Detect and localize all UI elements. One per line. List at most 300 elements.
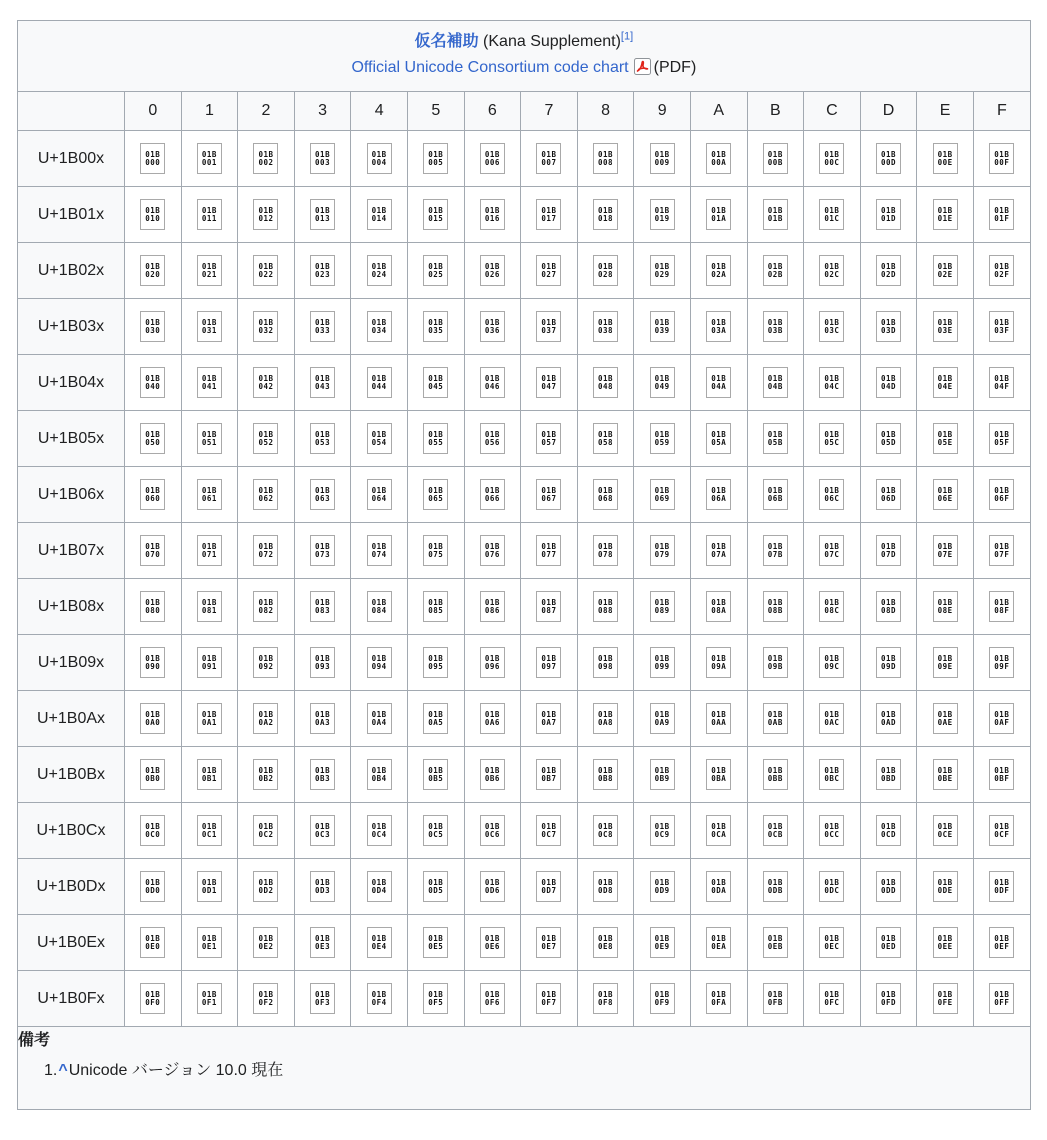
missing-glyph-box: 01B 01F bbox=[989, 199, 1014, 230]
table-row bbox=[18, 971, 1031, 1027]
codepoint-cell-01B08A bbox=[690, 579, 747, 635]
table-row bbox=[18, 859, 1031, 915]
missing-glyph-box: 01B 04F bbox=[989, 367, 1014, 398]
codepoint-cell-01B0A9 bbox=[634, 691, 691, 747]
missing-glyph-box: 01B 02A bbox=[706, 255, 731, 286]
missing-glyph-box: 01B 0AE bbox=[933, 703, 958, 734]
missing-glyph-box: 01B 034 bbox=[367, 311, 392, 342]
codepoint-cell-01B02D bbox=[860, 243, 917, 299]
codepoint-cell-01B0C1 bbox=[181, 803, 238, 859]
missing-glyph-box: 01B 0DA bbox=[706, 871, 731, 902]
missing-glyph-box: 01B 082 bbox=[253, 591, 278, 622]
missing-glyph-box: 01B 072 bbox=[253, 535, 278, 566]
codepoint-cell-01B099 bbox=[634, 635, 691, 691]
missing-glyph-box: 01B 0D3 bbox=[310, 871, 335, 902]
missing-glyph-box: 01B 0CC bbox=[819, 815, 844, 846]
codepoint-cell-01B011 bbox=[181, 187, 238, 243]
missing-glyph-box: 01B 0D9 bbox=[650, 871, 675, 902]
row-header-U+1B0Bx: U+1B0Bx bbox=[18, 747, 125, 803]
codepoint-cell-01B0F5 bbox=[407, 971, 464, 1027]
missing-glyph-box: 01B 077 bbox=[536, 535, 561, 566]
missing-glyph-box: 01B 021 bbox=[197, 255, 222, 286]
missing-glyph-box: 01B 08E bbox=[933, 591, 958, 622]
codepoint-cell-01B016 bbox=[464, 187, 521, 243]
row-header-U+1B0Fx: U+1B0Fx bbox=[18, 971, 125, 1027]
missing-glyph-box: 01B 066 bbox=[480, 479, 505, 510]
codepoint-cell-01B0B0 bbox=[125, 747, 182, 803]
codepoint-cell-01B079 bbox=[634, 523, 691, 579]
codepoint-cell-01B06B bbox=[747, 467, 804, 523]
codepoint-cell-01B0C8 bbox=[577, 803, 634, 859]
missing-glyph-box: 01B 0A1 bbox=[197, 703, 222, 734]
notes-cell bbox=[18, 1027, 1031, 1110]
missing-glyph-box: 01B 064 bbox=[367, 479, 392, 510]
codepoint-cell-01B0BE bbox=[917, 747, 974, 803]
codepoint-cell-01B062 bbox=[238, 467, 295, 523]
missing-glyph-box: 01B 019 bbox=[650, 199, 675, 230]
codepoint-cell-01B035 bbox=[407, 299, 464, 355]
codepoint-cell-01B048 bbox=[577, 355, 634, 411]
column-header-C: C bbox=[804, 92, 861, 131]
table-row bbox=[18, 131, 1031, 187]
codepoint-cell-01B00E bbox=[917, 131, 974, 187]
codepoint-cell-01B0E1 bbox=[181, 915, 238, 971]
missing-glyph-box: 01B 017 bbox=[536, 199, 561, 230]
codepoint-cell-01B0C7 bbox=[521, 803, 578, 859]
missing-glyph-box: 01B 050 bbox=[140, 423, 165, 454]
missing-glyph-box: 01B 06C bbox=[819, 479, 844, 510]
codepoint-cell-01B06A bbox=[690, 467, 747, 523]
missing-glyph-box: 01B 084 bbox=[367, 591, 392, 622]
codepoint-cell-01B0EF bbox=[973, 915, 1030, 971]
row-header-U+1B09x: U+1B09x bbox=[18, 635, 125, 691]
reference-backref-link[interactable]: ^ bbox=[58, 1062, 68, 1079]
codepoint-cell-01B07B bbox=[747, 523, 804, 579]
column-header-row bbox=[18, 92, 1031, 131]
missing-glyph-box: 01B 0F4 bbox=[367, 983, 392, 1014]
missing-glyph-box: 01B 08C bbox=[819, 591, 844, 622]
missing-glyph-box: 01B 0D2 bbox=[253, 871, 278, 902]
codepoint-cell-01B02C bbox=[804, 243, 861, 299]
missing-glyph-box: 01B 093 bbox=[310, 647, 335, 678]
codepoint-cell-01B055 bbox=[407, 411, 464, 467]
codepoint-cell-01B0C3 bbox=[294, 803, 351, 859]
codepoint-cell-01B0A2 bbox=[238, 691, 295, 747]
codepoint-cell-01B0EA bbox=[690, 915, 747, 971]
missing-glyph-box: 01B 0F2 bbox=[253, 983, 278, 1014]
missing-glyph-box: 01B 02D bbox=[876, 255, 901, 286]
missing-glyph-box: 01B 06E bbox=[933, 479, 958, 510]
missing-glyph-box: 01B 060 bbox=[140, 479, 165, 510]
codepoint-cell-01B05C bbox=[804, 411, 861, 467]
codepoint-cell-01B0CB bbox=[747, 803, 804, 859]
table-row bbox=[18, 803, 1031, 859]
unicode-block-table bbox=[17, 20, 1031, 1110]
row-header-U+1B04x: U+1B04x bbox=[18, 355, 125, 411]
column-header-1: 1 bbox=[181, 92, 238, 131]
missing-glyph-box: 01B 0A7 bbox=[536, 703, 561, 734]
codepoint-cell-01B03D bbox=[860, 299, 917, 355]
codepoint-cell-01B012 bbox=[238, 187, 295, 243]
missing-glyph-box: 01B 0CB bbox=[763, 815, 788, 846]
missing-glyph-box: 01B 0EE bbox=[933, 927, 958, 958]
missing-glyph-box: 01B 0B2 bbox=[253, 759, 278, 790]
codepoint-cell-01B0EE bbox=[917, 915, 974, 971]
missing-glyph-box: 01B 0F5 bbox=[423, 983, 448, 1014]
missing-glyph-box: 01B 051 bbox=[197, 423, 222, 454]
codepoint-cell-01B04F bbox=[973, 355, 1030, 411]
codepoint-cell-01B0D8 bbox=[577, 859, 634, 915]
codepoint-cell-01B001 bbox=[181, 131, 238, 187]
missing-glyph-box: 01B 030 bbox=[140, 311, 165, 342]
codepoint-cell-01B0EB bbox=[747, 915, 804, 971]
missing-glyph-box: 01B 0D4 bbox=[367, 871, 392, 902]
missing-glyph-box: 01B 042 bbox=[253, 367, 278, 398]
codepoint-cell-01B09F bbox=[973, 635, 1030, 691]
missing-glyph-box: 01B 0BB bbox=[763, 759, 788, 790]
codepoint-cell-01B070 bbox=[125, 523, 182, 579]
codepoint-cell-01B00A bbox=[690, 131, 747, 187]
missing-glyph-box: 01B 047 bbox=[536, 367, 561, 398]
missing-glyph-box: 01B 02C bbox=[819, 255, 844, 286]
missing-glyph-box: 01B 0D0 bbox=[140, 871, 165, 902]
codepoint-cell-01B042 bbox=[238, 355, 295, 411]
missing-glyph-box: 01B 053 bbox=[310, 423, 335, 454]
codepoint-cell-01B09D bbox=[860, 635, 917, 691]
codepoint-cell-01B04B bbox=[747, 355, 804, 411]
missing-glyph-box: 01B 044 bbox=[367, 367, 392, 398]
missing-glyph-box: 01B 061 bbox=[197, 479, 222, 510]
missing-glyph-box: 01B 0E6 bbox=[480, 927, 505, 958]
missing-glyph-box: 01B 0B0 bbox=[140, 759, 165, 790]
missing-glyph-box: 01B 035 bbox=[423, 311, 448, 342]
missing-glyph-box: 01B 036 bbox=[480, 311, 505, 342]
missing-glyph-box: 01B 09A bbox=[706, 647, 731, 678]
missing-glyph-box: 01B 02F bbox=[989, 255, 1014, 286]
codepoint-cell-01B057 bbox=[521, 411, 578, 467]
row-header-U+1B0Cx: U+1B0Cx bbox=[18, 803, 125, 859]
missing-glyph-box: 01B 098 bbox=[593, 647, 618, 678]
codepoint-cell-01B00C bbox=[804, 131, 861, 187]
missing-glyph-box: 01B 0C2 bbox=[253, 815, 278, 846]
column-header-8: 8 bbox=[577, 92, 634, 131]
missing-glyph-box: 01B 0AB bbox=[763, 703, 788, 734]
codepoint-cell-01B049 bbox=[634, 355, 691, 411]
missing-glyph-box: 01B 0F3 bbox=[310, 983, 335, 1014]
column-header-F: F bbox=[973, 92, 1030, 131]
missing-glyph-box: 01B 052 bbox=[253, 423, 278, 454]
missing-glyph-box: 01B 05F bbox=[989, 423, 1014, 454]
codepoint-cell-01B015 bbox=[407, 187, 464, 243]
codepoint-cell-01B0AB bbox=[747, 691, 804, 747]
missing-glyph-box: 01B 013 bbox=[310, 199, 335, 230]
codepoint-cell-01B019 bbox=[634, 187, 691, 243]
codepoint-cell-01B05D bbox=[860, 411, 917, 467]
missing-glyph-box: 01B 0AF bbox=[989, 703, 1014, 734]
codepoint-cell-01B08F bbox=[973, 579, 1030, 635]
missing-glyph-box: 01B 0B6 bbox=[480, 759, 505, 790]
official-code-chart-link[interactable]: Official Unicode Consortium code chart bbox=[351, 58, 629, 76]
codepoint-cell-01B047 bbox=[521, 355, 578, 411]
missing-glyph-box: 01B 0B4 bbox=[367, 759, 392, 790]
missing-glyph-box: 01B 0D6 bbox=[480, 871, 505, 902]
missing-glyph-box: 01B 04E bbox=[933, 367, 958, 398]
missing-glyph-box: 01B 018 bbox=[593, 199, 618, 230]
codepoint-cell-01B075 bbox=[407, 523, 464, 579]
missing-glyph-box: 01B 023 bbox=[310, 255, 335, 286]
codepoint-cell-01B04C bbox=[804, 355, 861, 411]
table-row bbox=[18, 523, 1031, 579]
codepoint-cell-01B095 bbox=[407, 635, 464, 691]
codepoint-cell-01B0F1 bbox=[181, 971, 238, 1027]
codepoint-cell-01B002 bbox=[238, 131, 295, 187]
missing-glyph-box: 01B 046 bbox=[480, 367, 505, 398]
codepoint-cell-01B038 bbox=[577, 299, 634, 355]
missing-glyph-box: 01B 06A bbox=[706, 479, 731, 510]
codepoint-cell-01B010 bbox=[125, 187, 182, 243]
missing-glyph-box: 01B 071 bbox=[197, 535, 222, 566]
missing-glyph-box: 01B 07A bbox=[706, 535, 731, 566]
codepoint-cell-01B003 bbox=[294, 131, 351, 187]
codepoint-cell-01B01A bbox=[690, 187, 747, 243]
missing-glyph-box: 01B 02B bbox=[763, 255, 788, 286]
codepoint-cell-01B0CE bbox=[917, 803, 974, 859]
codepoint-cell-01B03A bbox=[690, 299, 747, 355]
missing-glyph-box: 01B 039 bbox=[650, 311, 675, 342]
missing-glyph-box: 01B 0CD bbox=[876, 815, 901, 846]
missing-glyph-box: 01B 07E bbox=[933, 535, 958, 566]
missing-glyph-box: 01B 0A5 bbox=[423, 703, 448, 734]
codepoint-cell-01B0D3 bbox=[294, 859, 351, 915]
codepoint-cell-01B0DF bbox=[973, 859, 1030, 915]
codepoint-cell-01B0FB bbox=[747, 971, 804, 1027]
title-line-1 bbox=[18, 29, 1030, 55]
missing-glyph-box: 01B 08A bbox=[706, 591, 731, 622]
codepoint-cell-01B0AC bbox=[804, 691, 861, 747]
missing-glyph-box: 01B 078 bbox=[593, 535, 618, 566]
table-row bbox=[18, 579, 1031, 635]
codepoint-cell-01B068 bbox=[577, 467, 634, 523]
column-header-2: 2 bbox=[238, 92, 295, 131]
missing-glyph-box: 01B 0CA bbox=[706, 815, 731, 846]
codepoint-cell-01B0B9 bbox=[634, 747, 691, 803]
codepoint-cell-01B052 bbox=[238, 411, 295, 467]
missing-glyph-box: 01B 0FC bbox=[819, 983, 844, 1014]
codepoint-cell-01B02F bbox=[973, 243, 1030, 299]
codepoint-cell-01B096 bbox=[464, 635, 521, 691]
missing-glyph-box: 01B 043 bbox=[310, 367, 335, 398]
missing-glyph-box: 01B 029 bbox=[650, 255, 675, 286]
codepoint-cell-01B0C0 bbox=[125, 803, 182, 859]
codepoint-cell-01B056 bbox=[464, 411, 521, 467]
missing-glyph-box: 01B 068 bbox=[593, 479, 618, 510]
codepoint-cell-01B07A bbox=[690, 523, 747, 579]
missing-glyph-box: 01B 0B5 bbox=[423, 759, 448, 790]
reference-item bbox=[18, 1057, 1030, 1080]
missing-glyph-box: 01B 0FE bbox=[933, 983, 958, 1014]
missing-glyph-box: 01B 012 bbox=[253, 199, 278, 230]
codepoint-cell-01B0D7 bbox=[521, 859, 578, 915]
codepoint-cell-01B0D4 bbox=[351, 859, 408, 915]
missing-glyph-box: 01B 06B bbox=[763, 479, 788, 510]
column-header-E: E bbox=[917, 92, 974, 131]
codepoint-cell-01B0E3 bbox=[294, 915, 351, 971]
missing-glyph-box: 01B 026 bbox=[480, 255, 505, 286]
codepoint-cell-01B0E6 bbox=[464, 915, 521, 971]
missing-glyph-box: 01B 0BF bbox=[989, 759, 1014, 790]
codepoint-cell-01B00F bbox=[973, 131, 1030, 187]
codepoint-cell-01B0F4 bbox=[351, 971, 408, 1027]
table-row bbox=[18, 243, 1031, 299]
codepoint-cell-01B023 bbox=[294, 243, 351, 299]
missing-glyph-box: 01B 0D5 bbox=[423, 871, 448, 902]
table-row bbox=[18, 411, 1031, 467]
missing-glyph-box: 01B 000 bbox=[140, 143, 165, 174]
codepoint-cell-01B01C bbox=[804, 187, 861, 243]
missing-glyph-box: 01B 033 bbox=[310, 311, 335, 342]
missing-glyph-box: 01B 0C4 bbox=[367, 815, 392, 846]
missing-glyph-box: 01B 0E2 bbox=[253, 927, 278, 958]
codepoint-cell-01B088 bbox=[577, 579, 634, 635]
codepoint-cell-01B0BF bbox=[973, 747, 1030, 803]
codepoint-cell-01B03F bbox=[973, 299, 1030, 355]
codepoint-cell-01B0FF bbox=[973, 971, 1030, 1027]
missing-glyph-box: 01B 03D bbox=[876, 311, 901, 342]
codepoint-cell-01B0EC bbox=[804, 915, 861, 971]
codepoint-cell-01B081 bbox=[181, 579, 238, 635]
block-name-link[interactable]: 仮名補助 bbox=[414, 32, 479, 50]
reference-number: 1. bbox=[44, 1062, 58, 1079]
column-header-B: B bbox=[747, 92, 804, 131]
codepoint-cell-01B01E bbox=[917, 187, 974, 243]
codepoint-cell-01B0F0 bbox=[125, 971, 182, 1027]
codepoint-cell-01B0A5 bbox=[407, 691, 464, 747]
codepoint-cell-01B0B2 bbox=[238, 747, 295, 803]
column-header-9: 9 bbox=[634, 92, 691, 131]
codepoint-cell-01B021 bbox=[181, 243, 238, 299]
codepoint-cell-01B02B bbox=[747, 243, 804, 299]
codepoint-cell-01B073 bbox=[294, 523, 351, 579]
codepoint-cell-01B0FC bbox=[804, 971, 861, 1027]
codepoint-cell-01B0C5 bbox=[407, 803, 464, 859]
column-header-3: 3 bbox=[294, 92, 351, 131]
codepoint-cell-01B005 bbox=[407, 131, 464, 187]
corner-cell bbox=[18, 92, 125, 131]
missing-glyph-box: 01B 0C9 bbox=[650, 815, 675, 846]
missing-glyph-box: 01B 0B1 bbox=[197, 759, 222, 790]
missing-glyph-box: 01B 0DB bbox=[763, 871, 788, 902]
codepoint-cell-01B05B bbox=[747, 411, 804, 467]
codepoint-cell-01B017 bbox=[521, 187, 578, 243]
missing-glyph-box: 01B 01E bbox=[933, 199, 958, 230]
missing-glyph-box: 01B 005 bbox=[423, 143, 448, 174]
missing-glyph-box: 01B 05E bbox=[933, 423, 958, 454]
missing-glyph-box: 01B 080 bbox=[140, 591, 165, 622]
block-name-english: (Kana Supplement) bbox=[478, 32, 621, 50]
missing-glyph-box: 01B 0B9 bbox=[650, 759, 675, 790]
codepoint-cell-01B004 bbox=[351, 131, 408, 187]
missing-glyph-box: 01B 0C8 bbox=[593, 815, 618, 846]
codepoint-cell-01B0A3 bbox=[294, 691, 351, 747]
codepoint-cell-01B0BC bbox=[804, 747, 861, 803]
missing-glyph-box: 01B 0DC bbox=[819, 871, 844, 902]
codepoint-cell-01B000 bbox=[125, 131, 182, 187]
codepoint-cell-01B04D bbox=[860, 355, 917, 411]
missing-glyph-box: 01B 0F0 bbox=[140, 983, 165, 1014]
codepoint-cell-01B08C bbox=[804, 579, 861, 635]
row-header-U+1B00x: U+1B00x bbox=[18, 131, 125, 187]
codepoint-cell-01B093 bbox=[294, 635, 351, 691]
missing-glyph-box: 01B 089 bbox=[650, 591, 675, 622]
codepoint-cell-01B0A6 bbox=[464, 691, 521, 747]
missing-glyph-box: 01B 086 bbox=[480, 591, 505, 622]
missing-glyph-box: 01B 0BC bbox=[819, 759, 844, 790]
missing-glyph-box: 01B 091 bbox=[197, 647, 222, 678]
missing-glyph-box: 01B 055 bbox=[423, 423, 448, 454]
codepoint-cell-01B03E bbox=[917, 299, 974, 355]
codepoint-cell-01B03C bbox=[804, 299, 861, 355]
notes-heading: 備考 bbox=[18, 1032, 51, 1049]
codepoint-cell-01B053 bbox=[294, 411, 351, 467]
missing-glyph-box: 01B 01B bbox=[763, 199, 788, 230]
codepoint-cell-01B058 bbox=[577, 411, 634, 467]
codepoint-cell-01B01D bbox=[860, 187, 917, 243]
codepoint-cell-01B076 bbox=[464, 523, 521, 579]
reference-1-link[interactable]: [1] bbox=[620, 30, 634, 43]
missing-glyph-box: 01B 0F8 bbox=[593, 983, 618, 1014]
codepoint-cell-01B078 bbox=[577, 523, 634, 579]
row-header-U+1B01x: U+1B01x bbox=[18, 187, 125, 243]
codepoint-cell-01B08B bbox=[747, 579, 804, 635]
codepoint-cell-01B043 bbox=[294, 355, 351, 411]
codepoint-cell-01B0F6 bbox=[464, 971, 521, 1027]
missing-glyph-box: 01B 067 bbox=[536, 479, 561, 510]
missing-glyph-box: 01B 020 bbox=[140, 255, 165, 286]
missing-glyph-box: 01B 081 bbox=[197, 591, 222, 622]
table-row bbox=[18, 915, 1031, 971]
codepoint-cell-01B059 bbox=[634, 411, 691, 467]
missing-glyph-box: 01B 040 bbox=[140, 367, 165, 398]
missing-glyph-box: 01B 004 bbox=[367, 143, 392, 174]
missing-glyph-box: 01B 0EB bbox=[763, 927, 788, 958]
codepoint-cell-01B0D5 bbox=[407, 859, 464, 915]
missing-glyph-box: 01B 024 bbox=[367, 255, 392, 286]
codepoint-cell-01B045 bbox=[407, 355, 464, 411]
missing-glyph-box: 01B 07B bbox=[763, 535, 788, 566]
missing-glyph-box: 01B 0ED bbox=[876, 927, 901, 958]
missing-glyph-box: 01B 092 bbox=[253, 647, 278, 678]
codepoint-cell-01B0B6 bbox=[464, 747, 521, 803]
table-row bbox=[18, 747, 1031, 803]
codepoint-cell-01B090 bbox=[125, 635, 182, 691]
missing-glyph-box: 01B 03A bbox=[706, 311, 731, 342]
codepoint-cell-01B006 bbox=[464, 131, 521, 187]
missing-glyph-box: 01B 065 bbox=[423, 479, 448, 510]
row-header-U+1B02x: U+1B02x bbox=[18, 243, 125, 299]
missing-glyph-box: 01B 094 bbox=[367, 647, 392, 678]
codepoint-cell-01B04A bbox=[690, 355, 747, 411]
codepoint-cell-01B044 bbox=[351, 355, 408, 411]
codepoint-cell-01B071 bbox=[181, 523, 238, 579]
missing-glyph-box: 01B 0C1 bbox=[197, 815, 222, 846]
missing-glyph-box: 01B 016 bbox=[480, 199, 505, 230]
codepoint-cell-01B092 bbox=[238, 635, 295, 691]
codepoint-cell-01B05A bbox=[690, 411, 747, 467]
missing-glyph-box: 01B 01C bbox=[819, 199, 844, 230]
missing-glyph-box: 01B 079 bbox=[650, 535, 675, 566]
codepoint-cell-01B01F bbox=[973, 187, 1030, 243]
row-header-U+1B03x: U+1B03x bbox=[18, 299, 125, 355]
